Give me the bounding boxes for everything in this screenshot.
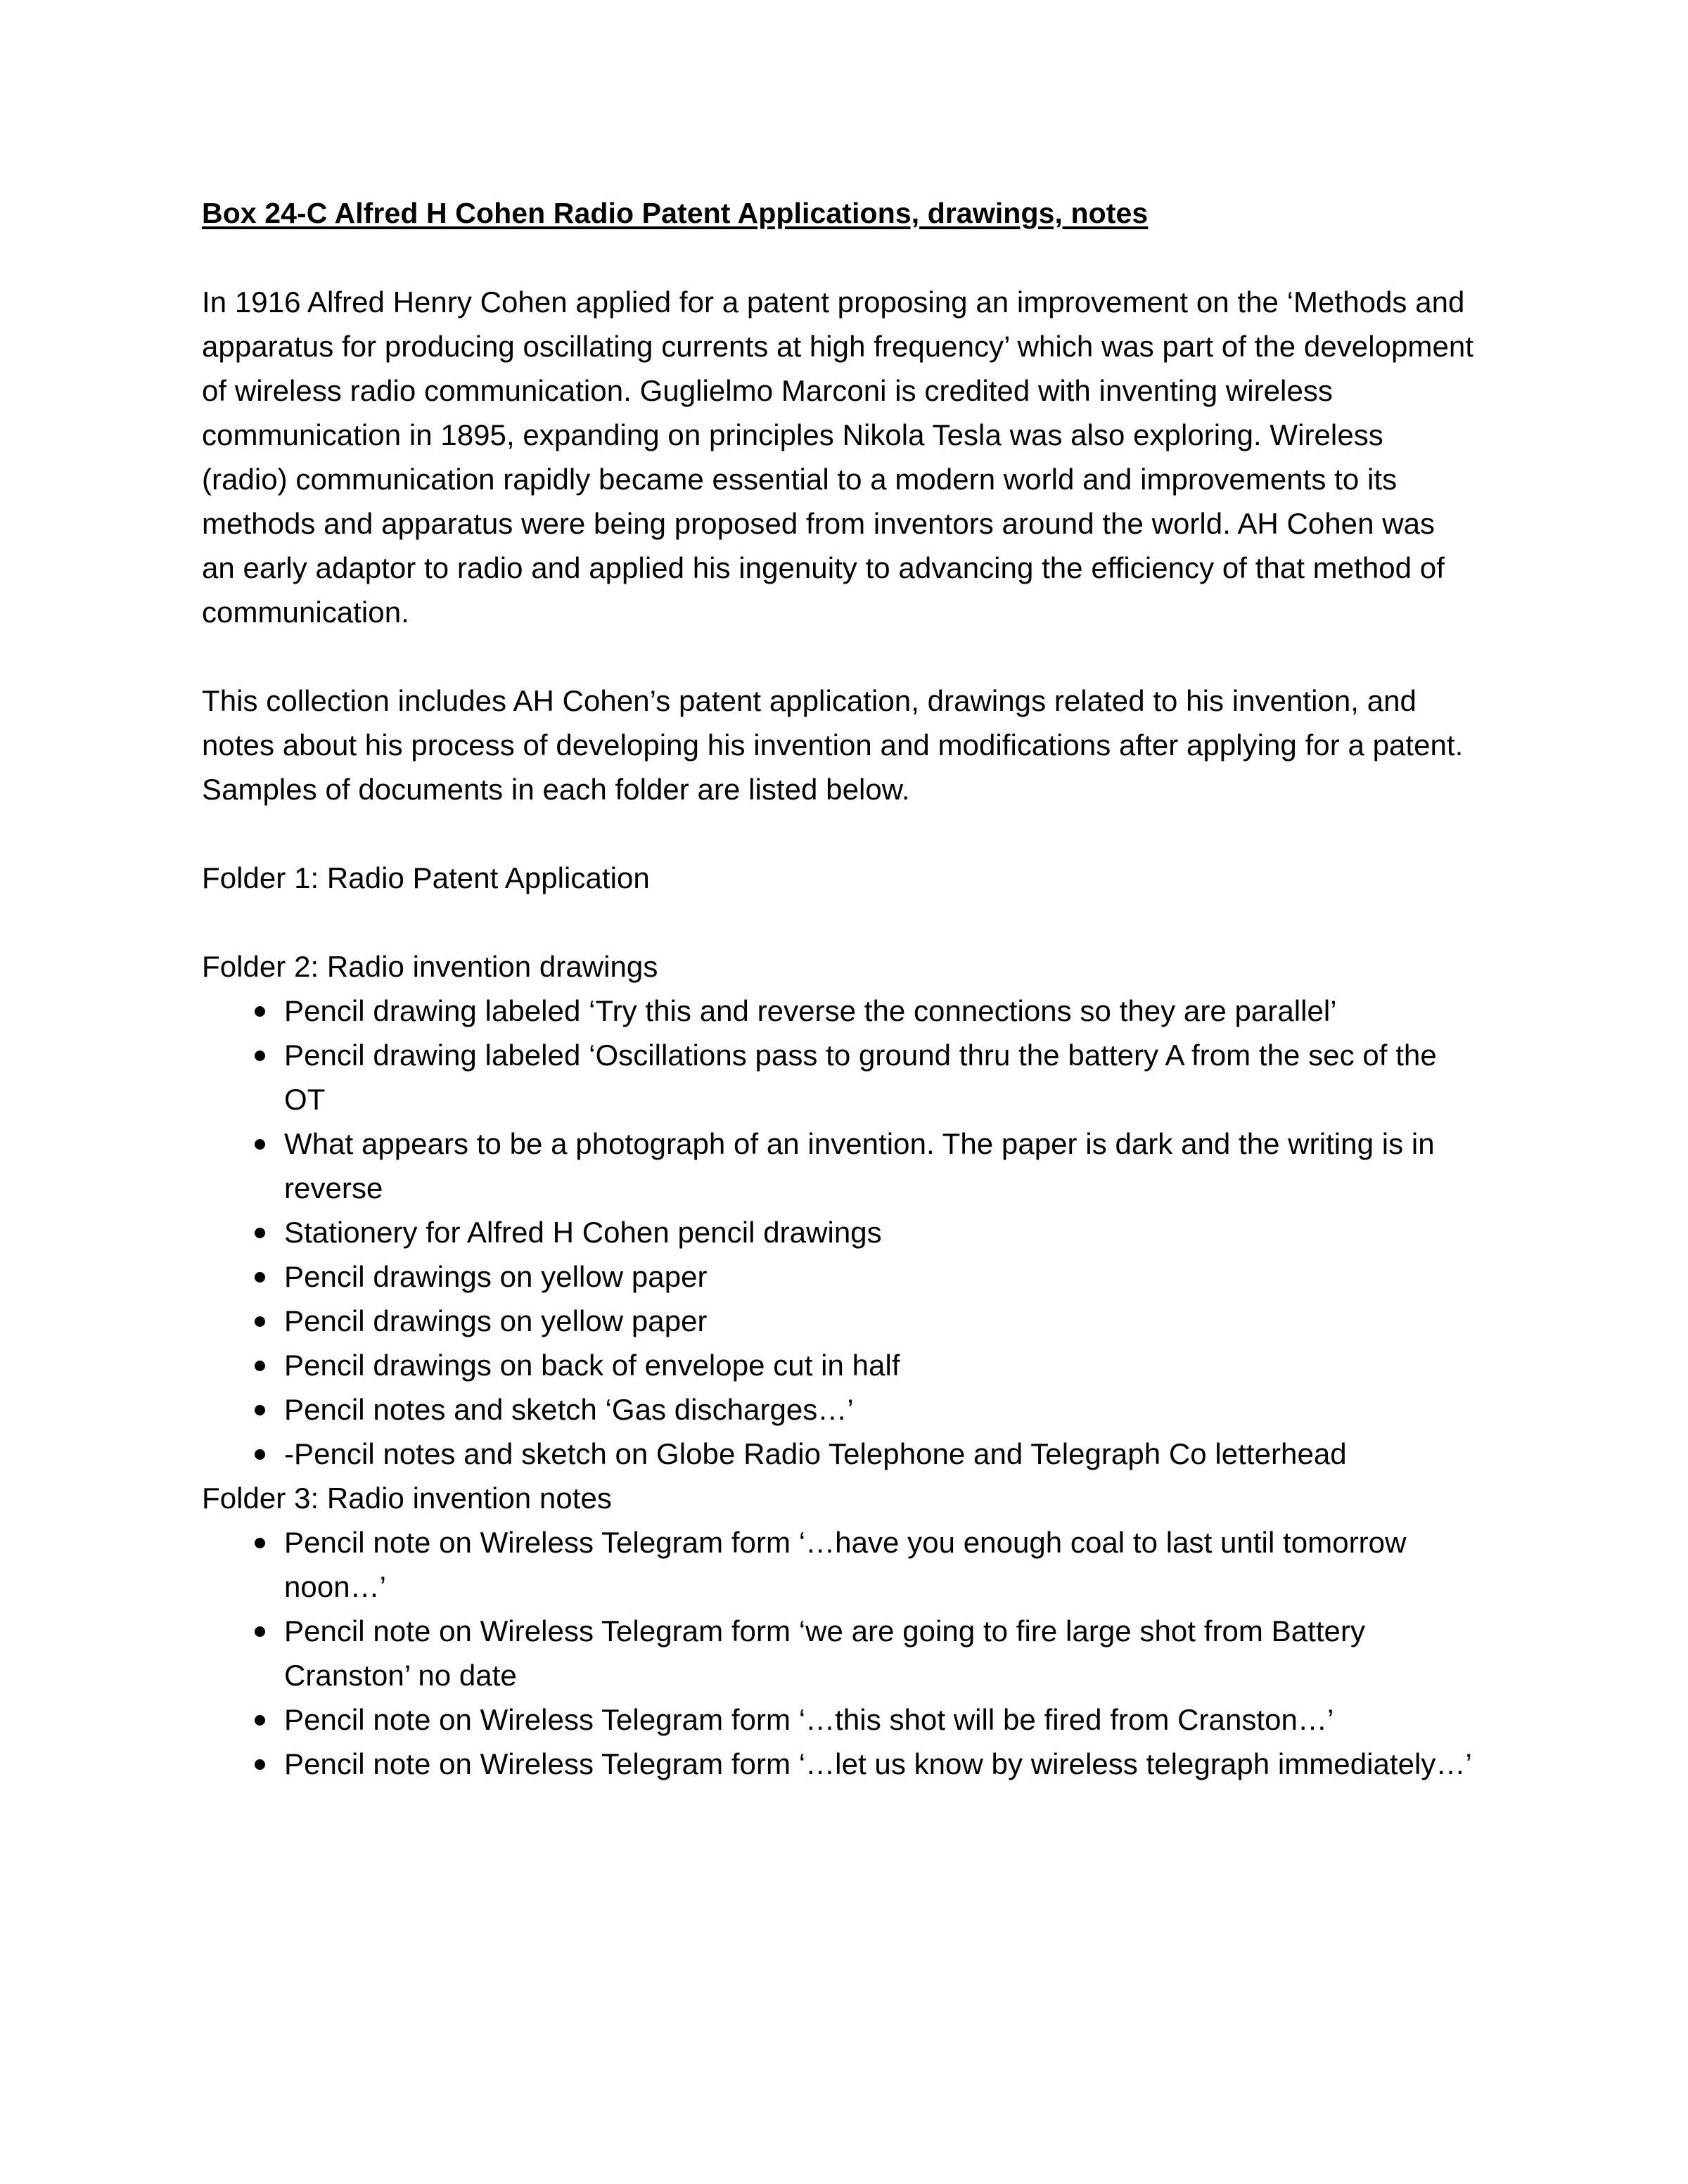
bullet-icon bbox=[255, 1697, 267, 1742]
bullet-icon bbox=[255, 1122, 267, 1166]
bullet-icon bbox=[255, 989, 267, 1033]
folder-3-item-list bbox=[202, 1520, 1475, 1786]
list-item-label: Pencil note on Wireless Telegram form ‘we are going to fire large shot from Battery Cranston’ no date bbox=[284, 1614, 1366, 1692]
list-item-label: Pencil drawings on back of envelope cut in half bbox=[284, 1349, 900, 1382]
list-item bbox=[202, 1254, 1475, 1299]
document-body bbox=[202, 191, 1475, 1786]
list-item bbox=[202, 989, 1475, 1033]
spacer bbox=[202, 900, 1475, 944]
page-title: Box 24-C Alfred H Cohen Radio Patent Applications, drawings, notes bbox=[202, 197, 1149, 229]
bullet-icon bbox=[255, 1520, 267, 1565]
folder-1-heading: Folder 1: Radio Patent Application bbox=[202, 861, 650, 894]
bullet-icon bbox=[255, 1254, 267, 1299]
list-item bbox=[202, 1299, 1475, 1343]
list-item bbox=[202, 1432, 1475, 1476]
list-item-label: Pencil drawings on yellow paper bbox=[284, 1304, 708, 1337]
folder-2-heading: Folder 2: Radio invention drawings bbox=[202, 950, 658, 983]
intro-paragraph: In 1916 Alfred Henry Cohen applied for a patent proposing an improvement on the ‘Methods and apparatus for producing oscillating currents at high frequency’ which was part of the development of wireless radio communication. Guglielmo Marconi is credited with inventing wireless communication in 1895, expanding on principles Nikola Tesla was also exploring. Wireless (radio) communication rapidly became essential to a modern world and improvements to its methods and apparatus were being proposed from inventors around the world. AH Cohen was an early adaptor to radio and applied his ingenuity to advancing the efficiency of that method of communication. bbox=[202, 285, 1473, 629]
bullet-icon bbox=[255, 1299, 267, 1343]
list-item bbox=[202, 1122, 1475, 1210]
bullet-icon bbox=[255, 1343, 267, 1387]
spacer bbox=[202, 811, 1475, 856]
folder-3-heading: Folder 3: Radio invention notes bbox=[202, 1482, 612, 1515]
list-item-label: -Pencil notes and sketch on Globe Radio Telephone and Telegraph Co letterhead bbox=[284, 1437, 1347, 1470]
list-item-label: Pencil drawings on yellow paper bbox=[284, 1260, 708, 1293]
list-item bbox=[202, 1520, 1475, 1609]
list-item-label: Stationery for Alfred H Cohen pencil drawings bbox=[284, 1216, 882, 1249]
list-item bbox=[202, 1210, 1475, 1254]
bullet-icon bbox=[255, 1033, 267, 1077]
list-item-label: Pencil drawing labeled ‘Oscillations pass to ground thru the battery A from the sec of the OT bbox=[284, 1039, 1437, 1116]
bullet-icon bbox=[255, 1210, 267, 1254]
list-item bbox=[202, 1033, 1475, 1122]
list-item-label: What appears to be a photograph of an invention. The paper is dark and the writing is in reverse bbox=[284, 1127, 1435, 1205]
samples-line: Samples of documents in each folder are listed below. bbox=[202, 773, 910, 806]
list-item bbox=[202, 1343, 1475, 1387]
folder-2-item-list bbox=[202, 989, 1475, 1476]
list-item-label: Pencil notes and sketch ‘Gas discharges…’ bbox=[284, 1393, 854, 1426]
bullet-icon bbox=[255, 1742, 267, 1786]
bullet-icon bbox=[255, 1432, 267, 1476]
list-item bbox=[202, 1387, 1475, 1432]
list-item bbox=[202, 1742, 1475, 1786]
list-item-label: Pencil drawing labeled ‘Try this and reverse the connections so they are parallel’ bbox=[284, 994, 1337, 1027]
spacer bbox=[202, 634, 1475, 679]
list-item-label: Pencil note on Wireless Telegram form ‘…this shot will be fired from Cranston…’ bbox=[284, 1703, 1334, 1736]
bullet-icon bbox=[255, 1387, 267, 1432]
bullet-icon bbox=[255, 1609, 267, 1653]
list-item-label: Pencil note on Wireless Telegram form ‘…have you enough coal to last until tomorrow noon…’ bbox=[284, 1526, 1407, 1603]
list-item-label: Pencil note on Wireless Telegram form ‘…let us know by wireless telegraph immediately…’ bbox=[284, 1747, 1472, 1780]
spacer bbox=[202, 236, 1475, 280]
list-item bbox=[202, 1697, 1475, 1742]
list-item bbox=[202, 1609, 1475, 1697]
collection-paragraph: This collection includes AH Cohen’s patent application, drawings related to his invention, and notes about his process of developing his invention and modifications after applying for a patent. bbox=[202, 684, 1464, 762]
